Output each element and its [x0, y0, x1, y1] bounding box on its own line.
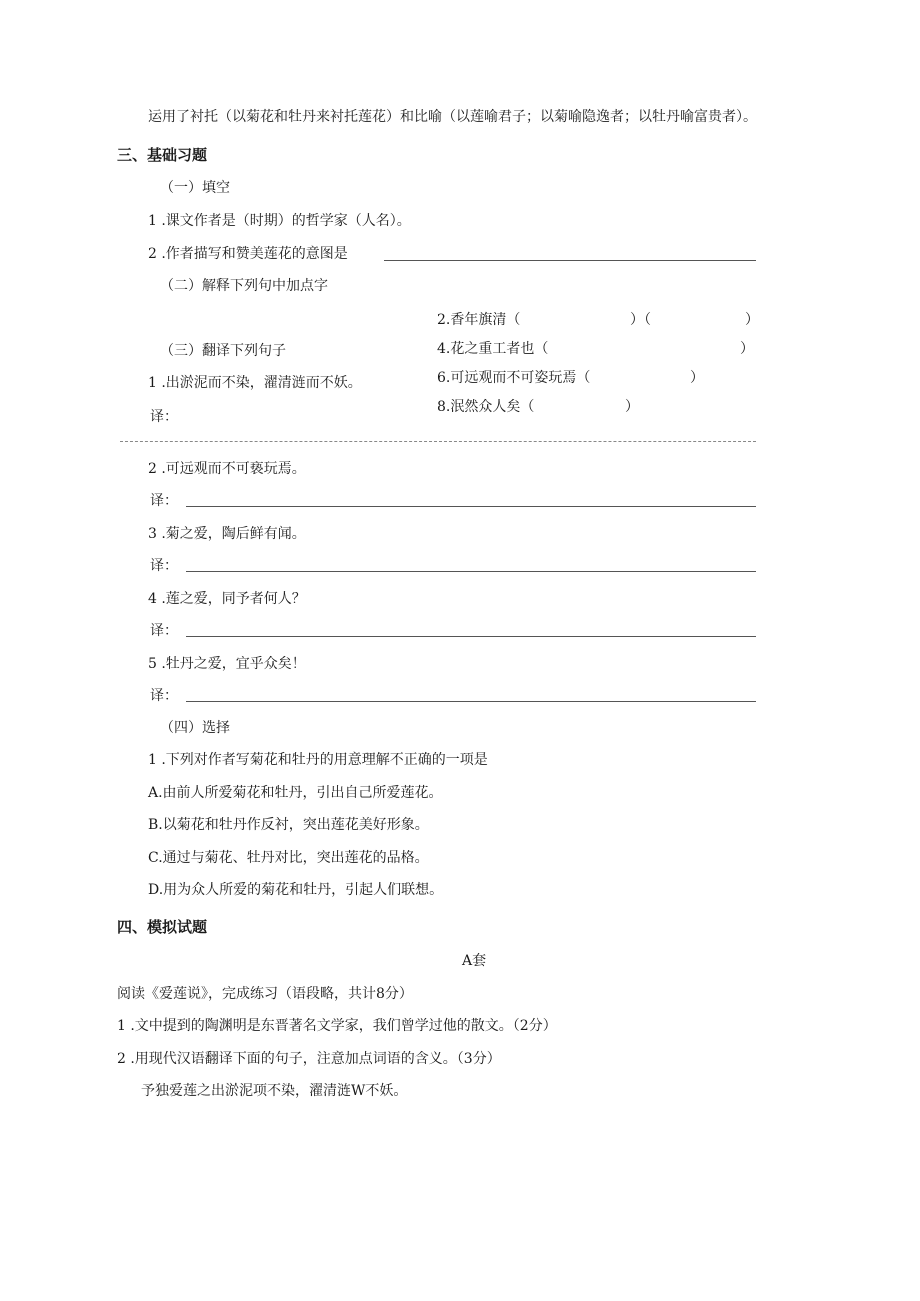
part4-title: （四）选择: [160, 720, 230, 736]
answer-line-4[interactable]: [186, 636, 756, 637]
answer-line-2[interactable]: [186, 506, 756, 507]
exam-question-2-sentence: 予独爱莲之出淤泥项不染，濯清涟W不妖。: [141, 1083, 408, 1099]
answer-line-5[interactable]: [186, 701, 756, 702]
translate-sentence-1: 1 .出淤泥而不染，濯清涟而不妖。: [148, 375, 362, 391]
translate-sentence-5: 5 .牡丹之爱，宜乎众矣！: [148, 656, 306, 672]
reading-instruction: 阅读《爱莲说》，完成练习（语段略，共计8分）: [117, 986, 413, 1002]
set-title: A套: [462, 953, 487, 969]
choice-question: 1 .下列对作者写菊花和牡丹的用意理解不正确的一项是: [148, 752, 488, 768]
explain-item-2-end: ）: [745, 312, 759, 328]
explain-item-8: 8.泯然众人矣（: [437, 399, 535, 415]
translate-sentence-2: 2 .可远观而不可亵玩焉。: [148, 461, 306, 477]
explain-item-2: 2.香年旗清（: [437, 312, 521, 328]
exam-question-2: 2 .用现代汉语翻译下面的句子，注意加点词语的含义。（3分）: [117, 1051, 501, 1067]
explain-item-6: 6.可远观而不可姿玩焉（: [437, 370, 591, 386]
explain-item-2-mid: ）（: [630, 312, 651, 328]
intro-line: 运用了衬托（以菊花和牡丹来衬托莲花）和比喻（以莲喻君子；以菊喻隐逸者；以牡丹喻富贵者）。: [148, 109, 757, 125]
answer-line[interactable]: [384, 260, 756, 261]
section3-heading: 三、基础习题: [117, 146, 208, 164]
translate-label-2: 译：: [150, 493, 178, 509]
translate-sentence-3: 3 .菊之爱，陶后鲜有闻。: [148, 526, 306, 542]
option-a[interactable]: A.由前人所爱菊花和牡丹，引出自己所爱莲花。: [148, 785, 443, 801]
fill-question-2: 2 .作者描写和赞美莲花的意图是: [148, 246, 348, 262]
explain-item-4: 4.花之重工者也（: [437, 341, 549, 357]
section4-heading: 四、模拟试题: [117, 918, 208, 936]
part1-title: （一）填空: [160, 180, 230, 196]
explain-item-4-end: ）: [740, 341, 754, 357]
explain-item-8-end: ）: [625, 399, 639, 415]
option-c[interactable]: C.通过与菊花、牡丹对比，突出莲花的品格。: [148, 850, 429, 866]
translate-sentence-4: 4 .莲之爱，同予者何人？: [148, 591, 306, 607]
translate-label-4: 译：: [150, 623, 178, 639]
translate-label-3: 译：: [150, 558, 178, 574]
answer-line-1[interactable]: [120, 441, 756, 442]
fill-question-1: 1 .课文作者是（时期）的哲学家（人名）。: [148, 213, 411, 229]
answer-line-3[interactable]: [186, 571, 756, 572]
translate-label-5: 译：: [150, 688, 178, 704]
exam-question-1: 1 .文中提到的陶渊明是东晋著名文学家，我们曾学过他的散文。（2分）: [117, 1018, 557, 1034]
explain-item-6-end: ）: [690, 370, 704, 386]
option-d[interactable]: D.用为众人所爱的菊花和牡丹，引起人们联想。: [148, 882, 444, 898]
part3-title: （三）翻译下列句子: [160, 343, 286, 359]
option-b[interactable]: B.以菊花和牡丹作反衬，突出莲花美好形象。: [148, 817, 429, 833]
translate-label-1: 译：: [150, 409, 178, 425]
part2-title: （二）解释下列句中加点字: [160, 278, 328, 294]
